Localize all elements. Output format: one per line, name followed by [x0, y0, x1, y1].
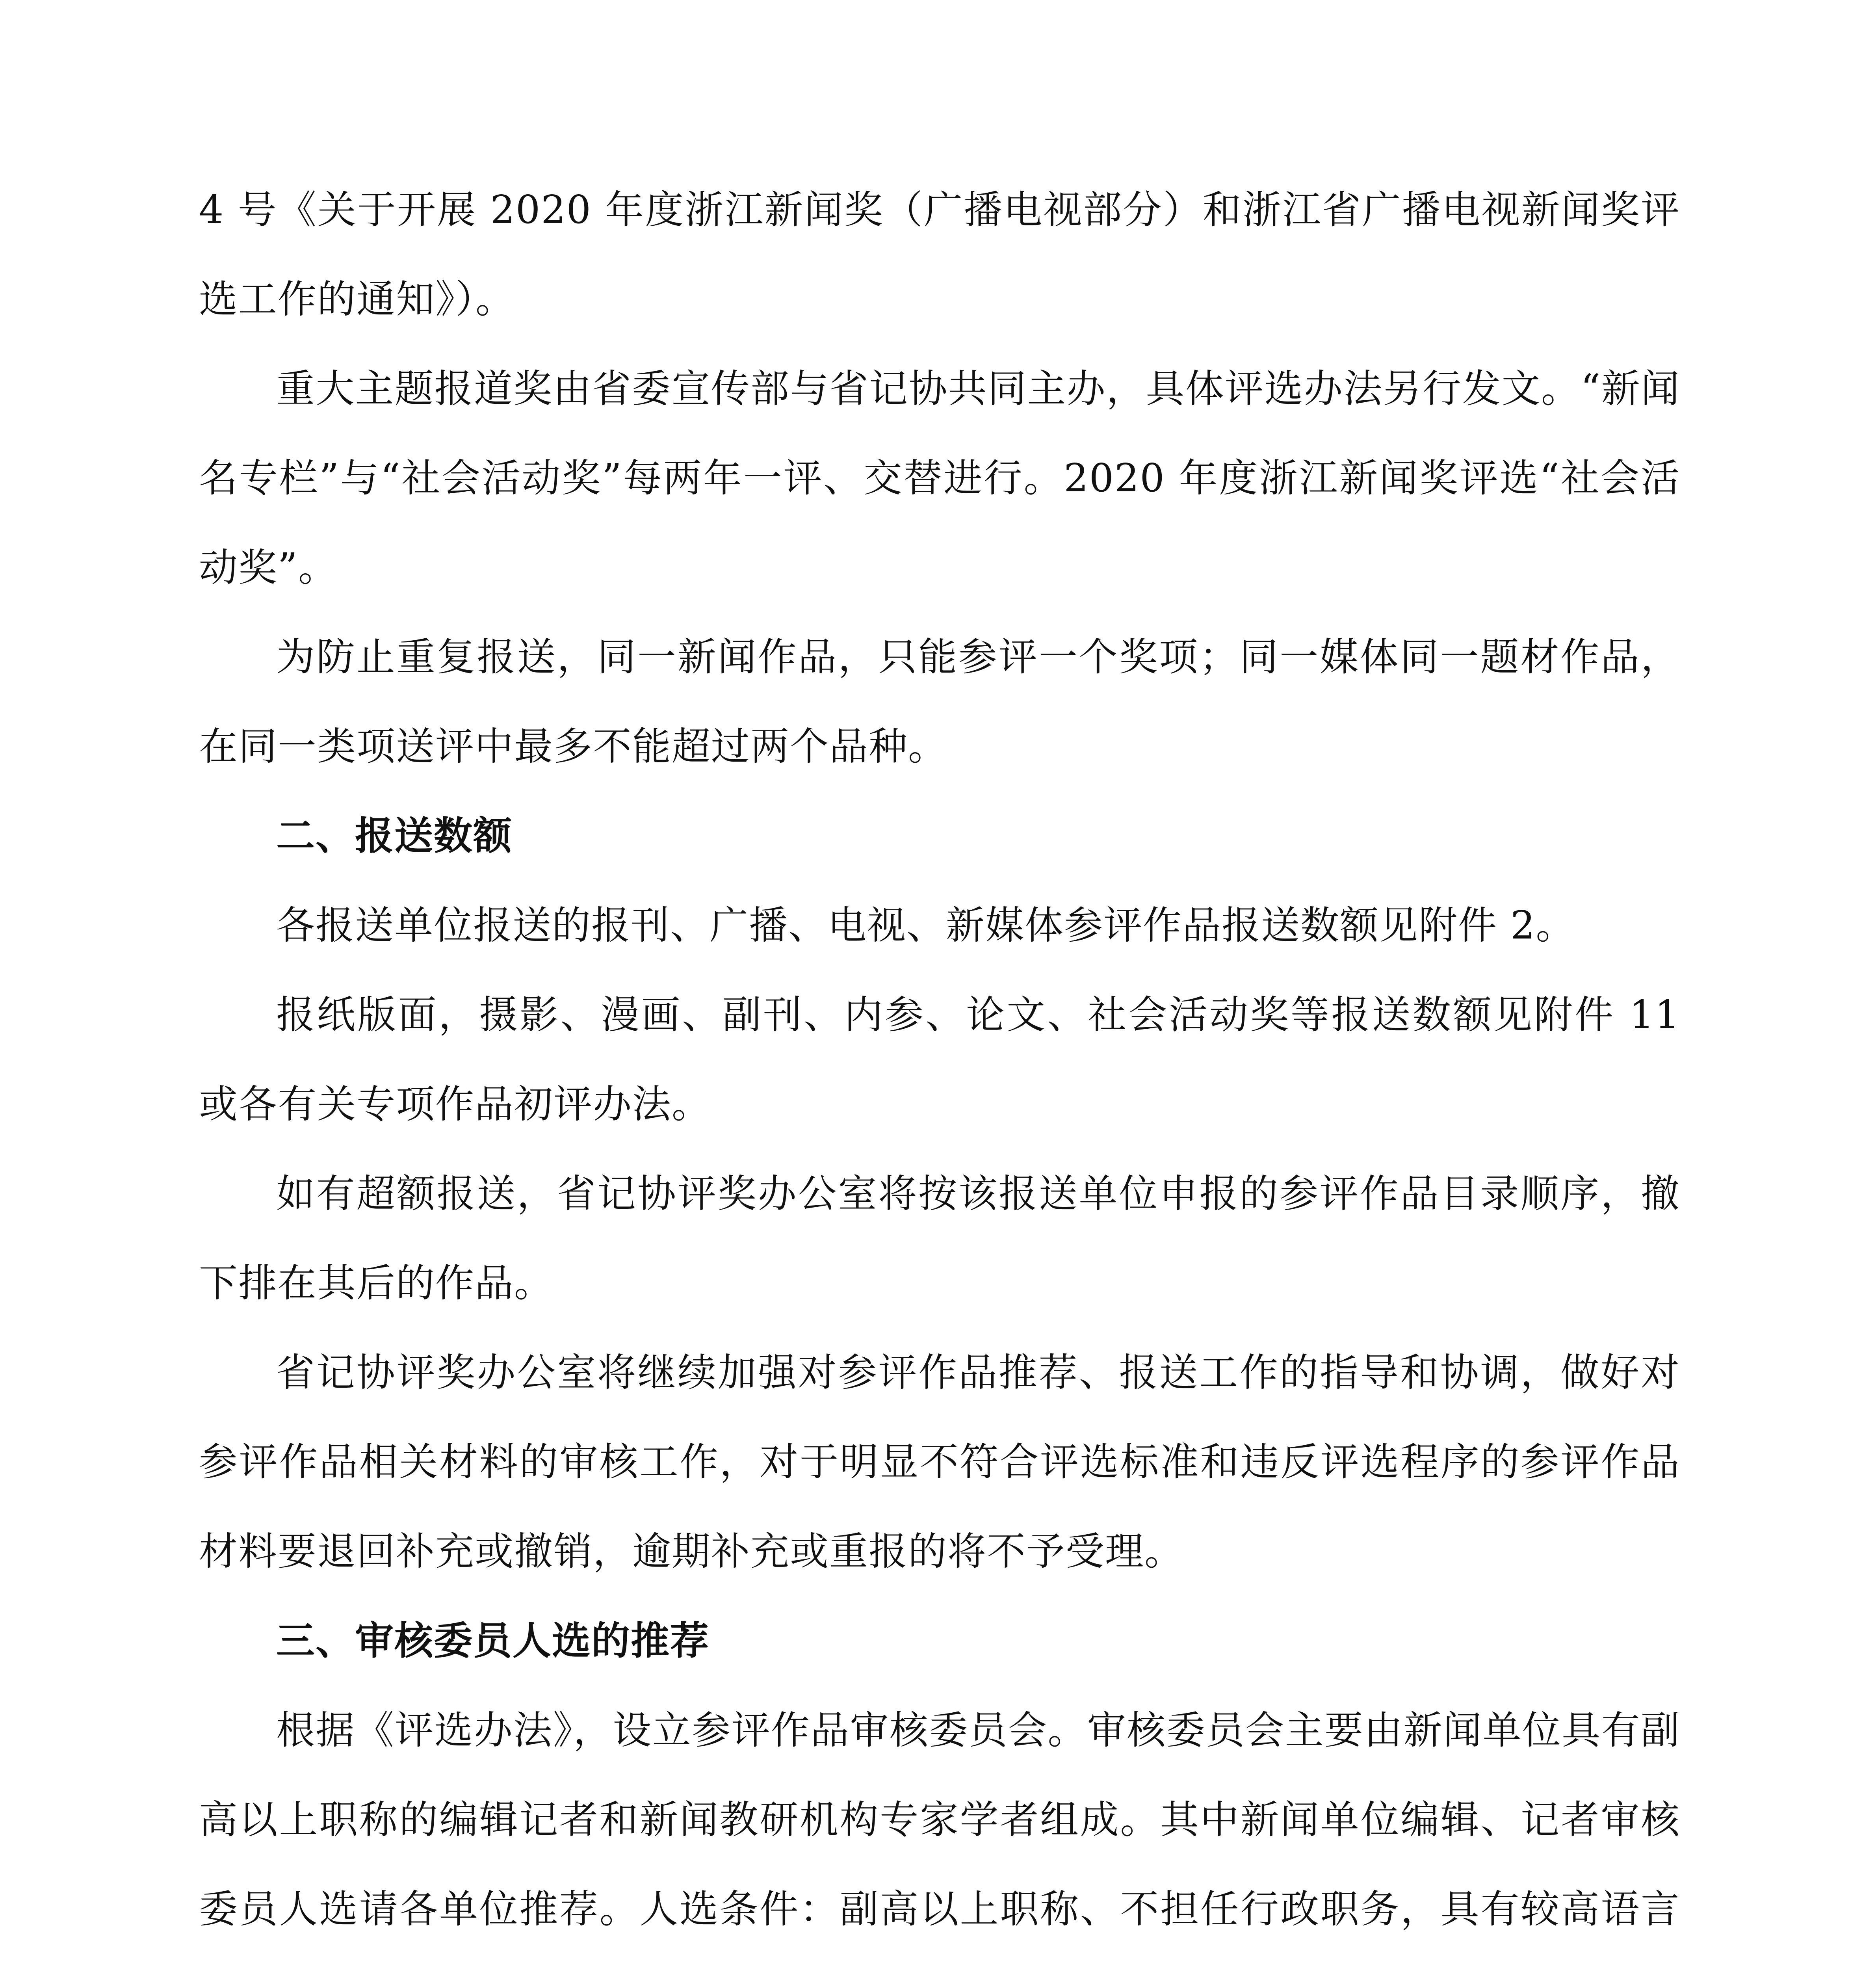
paragraph-quota-attachment-2: 各报送单位报送的报刊、广播、电视、新媒体参评作品报送数额见附件 2。 — [276, 903, 1575, 948]
paragraph-review-committee: 根据《评选办法》，设立参评作品审核委员会。审核委员会主要由新闻单位具有副高以上职称的编辑记者和新闻教研机构专家学者组成。其中新闻单位编辑、记者审核委员人选请各单位推荐。人选条件：副高以上职称、不担任行政职务，具有较高语言 — [199, 1708, 1680, 1932]
paragraph-review-guidance: 省记协评奖办公室将继续加强对参评作品推荐、报送工作的指导和协调，做好对参评作品相关材料的审核工作，对于明显不符合评选标准和违反评选程序的参评作品材料要退回补充或撤销，逾期补充或重报的将不予受理。 — [199, 1350, 1680, 1574]
paragraph-duplicate-submission: 为防止重复报送，同一新闻作品，只能参评一个奖项；同一媒体同一题材作品，在同一类项送评中最多不能超过两个品种。 — [199, 635, 1680, 769]
section-heading-reviewer-recommendation: 三、审核委员人选的推荐 — [276, 1619, 710, 1663]
paragraph-excess-submission: 如有超额报送，省记协评奖办公室将按该报送单位申报的参评作品目录顺序，撤下排在其后的作品。 — [199, 1171, 1680, 1306]
section-heading-submission-quota: 二、报送数额 — [276, 814, 513, 859]
paragraph-quota-attachment-11: 报纸版面，摄影、漫画、副刊、内参、论文、社会活动奖等报送数额见附件 11 或各有关专项作品初评办法。 — [199, 992, 1680, 1127]
paragraph-major-theme-award: 重大主题报道奖由省委宣传部与省记协共同主办，具体评选办法另行发文。“新闻名专栏”与“社会活动奖”每两年一评、交替进行。2020 年度浙江新闻奖评选“社会活动奖”。 — [199, 366, 1680, 590]
paragraph-notice-reference: 4 号《关于开展 2020 年度浙江新闻奖（广播电视部分）和浙江省广播电视新闻奖评选工作的通知》）。 — [199, 188, 1680, 322]
document-body — [199, 165, 1680, 1970]
